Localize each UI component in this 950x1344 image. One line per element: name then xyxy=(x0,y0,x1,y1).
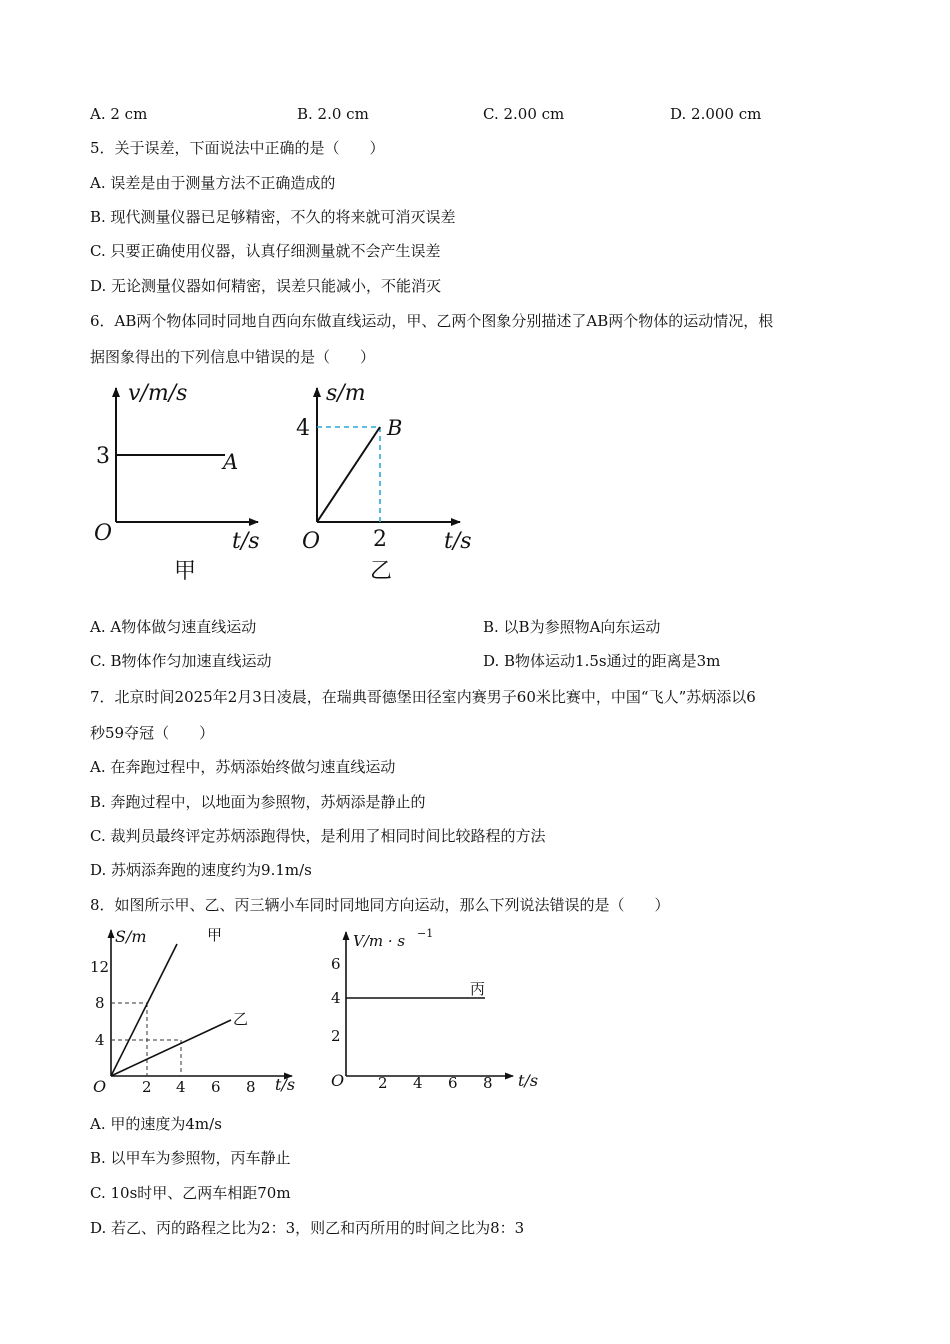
x-tick-2: 2 xyxy=(378,1074,388,1092)
series-b-line xyxy=(317,427,380,522)
y-tick-label: 4 xyxy=(296,416,310,441)
q5-option-c[interactable]: C. 只要正确使用仪器，认真仔细测量就不会产生误差 xyxy=(90,242,441,260)
y-axis-label: S/m xyxy=(115,927,147,946)
graph-yi xyxy=(290,380,480,590)
origin-label: O xyxy=(93,1077,107,1096)
graph-caption: 乙 xyxy=(370,559,393,584)
x-tick-8: 8 xyxy=(483,1074,493,1092)
y-tick-2: 2 xyxy=(331,1027,341,1045)
q4-option-c[interactable]: C. 2.00 cm xyxy=(483,105,565,123)
x-axis-label: t/s xyxy=(232,529,260,554)
q4-option-d[interactable]: D. 2.000 cm xyxy=(670,105,762,123)
series-a-label: A xyxy=(223,450,239,474)
y-tick-8: 8 xyxy=(95,994,105,1012)
q6-option-c[interactable]: C. B物体作匀加速直线运动 xyxy=(90,652,272,670)
x-axis-label: t/s xyxy=(444,529,472,554)
x-tick-4: 4 xyxy=(413,1074,423,1092)
q6-option-d[interactable]: D. B物体运动1.5s通过的距离是3m xyxy=(483,652,721,670)
q8-option-a[interactable]: A. 甲的速度为4m/s xyxy=(90,1115,222,1133)
q5-option-d[interactable]: D. 无论测量仪器如何精密，误差只能减小，不能消灭 xyxy=(90,277,442,295)
q5-option-b[interactable]: B. 现代测量仪器已足够精密，不久的将来就可消灭误差 xyxy=(90,208,456,226)
x-tick-8: 8 xyxy=(246,1078,256,1096)
x-tick-6: 6 xyxy=(211,1078,221,1096)
x-tick-6: 6 xyxy=(448,1074,458,1092)
q8-stem: 8．如图所示甲、乙、丙三辆小车同时同地同方向运动，那么下列说法错误的是（ ） xyxy=(90,896,670,914)
y-tick-4: 4 xyxy=(331,989,341,1007)
q8-option-b[interactable]: B. 以甲车为参照物，丙车静止 xyxy=(90,1149,291,1167)
q4-option-a[interactable]: A. 2 cm xyxy=(90,105,148,123)
graph-st xyxy=(85,922,315,1096)
q7-option-d[interactable]: D. 苏炳添奔跑的速度约为9.1m/s xyxy=(90,861,312,879)
y-axis-label-superscript: −1 xyxy=(417,927,434,940)
series-jia-label: 甲 xyxy=(207,926,223,944)
x-tick-2: 2 xyxy=(142,1078,152,1096)
y-tick-label: 3 xyxy=(96,444,110,469)
q7-option-b[interactable]: B. 奔跑过程中，以地面为参照物，苏炳添是静止的 xyxy=(90,793,426,811)
q5-stem: 5．关于误差，下面说法中正确的是（ ） xyxy=(90,139,385,157)
y-axis-label: V/m · s xyxy=(353,932,406,950)
x-tick-label: 2 xyxy=(373,527,387,552)
q8-option-c[interactable]: C. 10s时甲、乙两车相距70m xyxy=(90,1184,291,1202)
origin-label: O xyxy=(302,529,321,554)
q8-option-d[interactable]: D. 若乙、丙的路程之比为2：3，则乙和丙所用的时间之比为8：3 xyxy=(90,1219,525,1237)
origin-label: O xyxy=(94,521,113,546)
series-bing-label: 丙 xyxy=(470,980,486,998)
q5-option-a[interactable]: A. 误差是由于测量方法不正确造成的 xyxy=(90,174,336,192)
graph-jia xyxy=(90,380,270,590)
series-yi-line xyxy=(111,1020,231,1076)
graph-vt xyxy=(325,922,555,1092)
x-tick-4: 4 xyxy=(176,1078,186,1096)
q6-stem-line2: 据图象得出的下列信息中错误的是（ ） xyxy=(90,348,376,366)
q6-stem-line1: 6．AB两个物体同时同地自西向东做直线运动，甲、乙两个图象分别描述了AB两个物体的运动情况，根 xyxy=(90,312,774,330)
series-jia-line xyxy=(111,944,177,1076)
origin-label: O xyxy=(331,1071,345,1090)
y-tick-6: 6 xyxy=(331,955,341,973)
series-yi-label: 乙 xyxy=(233,1010,249,1028)
series-b-label: B xyxy=(387,416,403,440)
y-axis-label: s/m xyxy=(326,381,366,406)
x-axis-label: t/s xyxy=(518,1071,539,1090)
y-axis-label: v/m/s xyxy=(128,381,188,406)
q7-option-c[interactable]: C. 裁判员最终评定苏炳添跑得快，是利用了相同时间比较路程的方法 xyxy=(90,827,546,845)
q7-option-a[interactable]: A. 在奔跑过程中，苏炳添始终做匀速直线运动 xyxy=(90,758,396,776)
q6-option-b[interactable]: B. 以B为参照物A向东运动 xyxy=(483,618,661,636)
q7-stem-line2: 秒59夺冠（ ） xyxy=(90,724,215,742)
q4-option-b[interactable]: B. 2.0 cm xyxy=(297,105,369,123)
y-tick-12: 12 xyxy=(90,958,110,976)
x-axis-label: t/s xyxy=(275,1075,296,1094)
q7-stem-line1: 7．北京时间2025年2月3日凌晨，在瑞典哥德堡田径室内赛男子60米比赛中，中国“飞人”苏炳添以6 xyxy=(90,688,756,706)
y-tick-4: 4 xyxy=(95,1031,105,1049)
q6-option-a[interactable]: A. A物体做匀速直线运动 xyxy=(90,618,257,636)
graph-caption: 甲 xyxy=(174,559,197,584)
